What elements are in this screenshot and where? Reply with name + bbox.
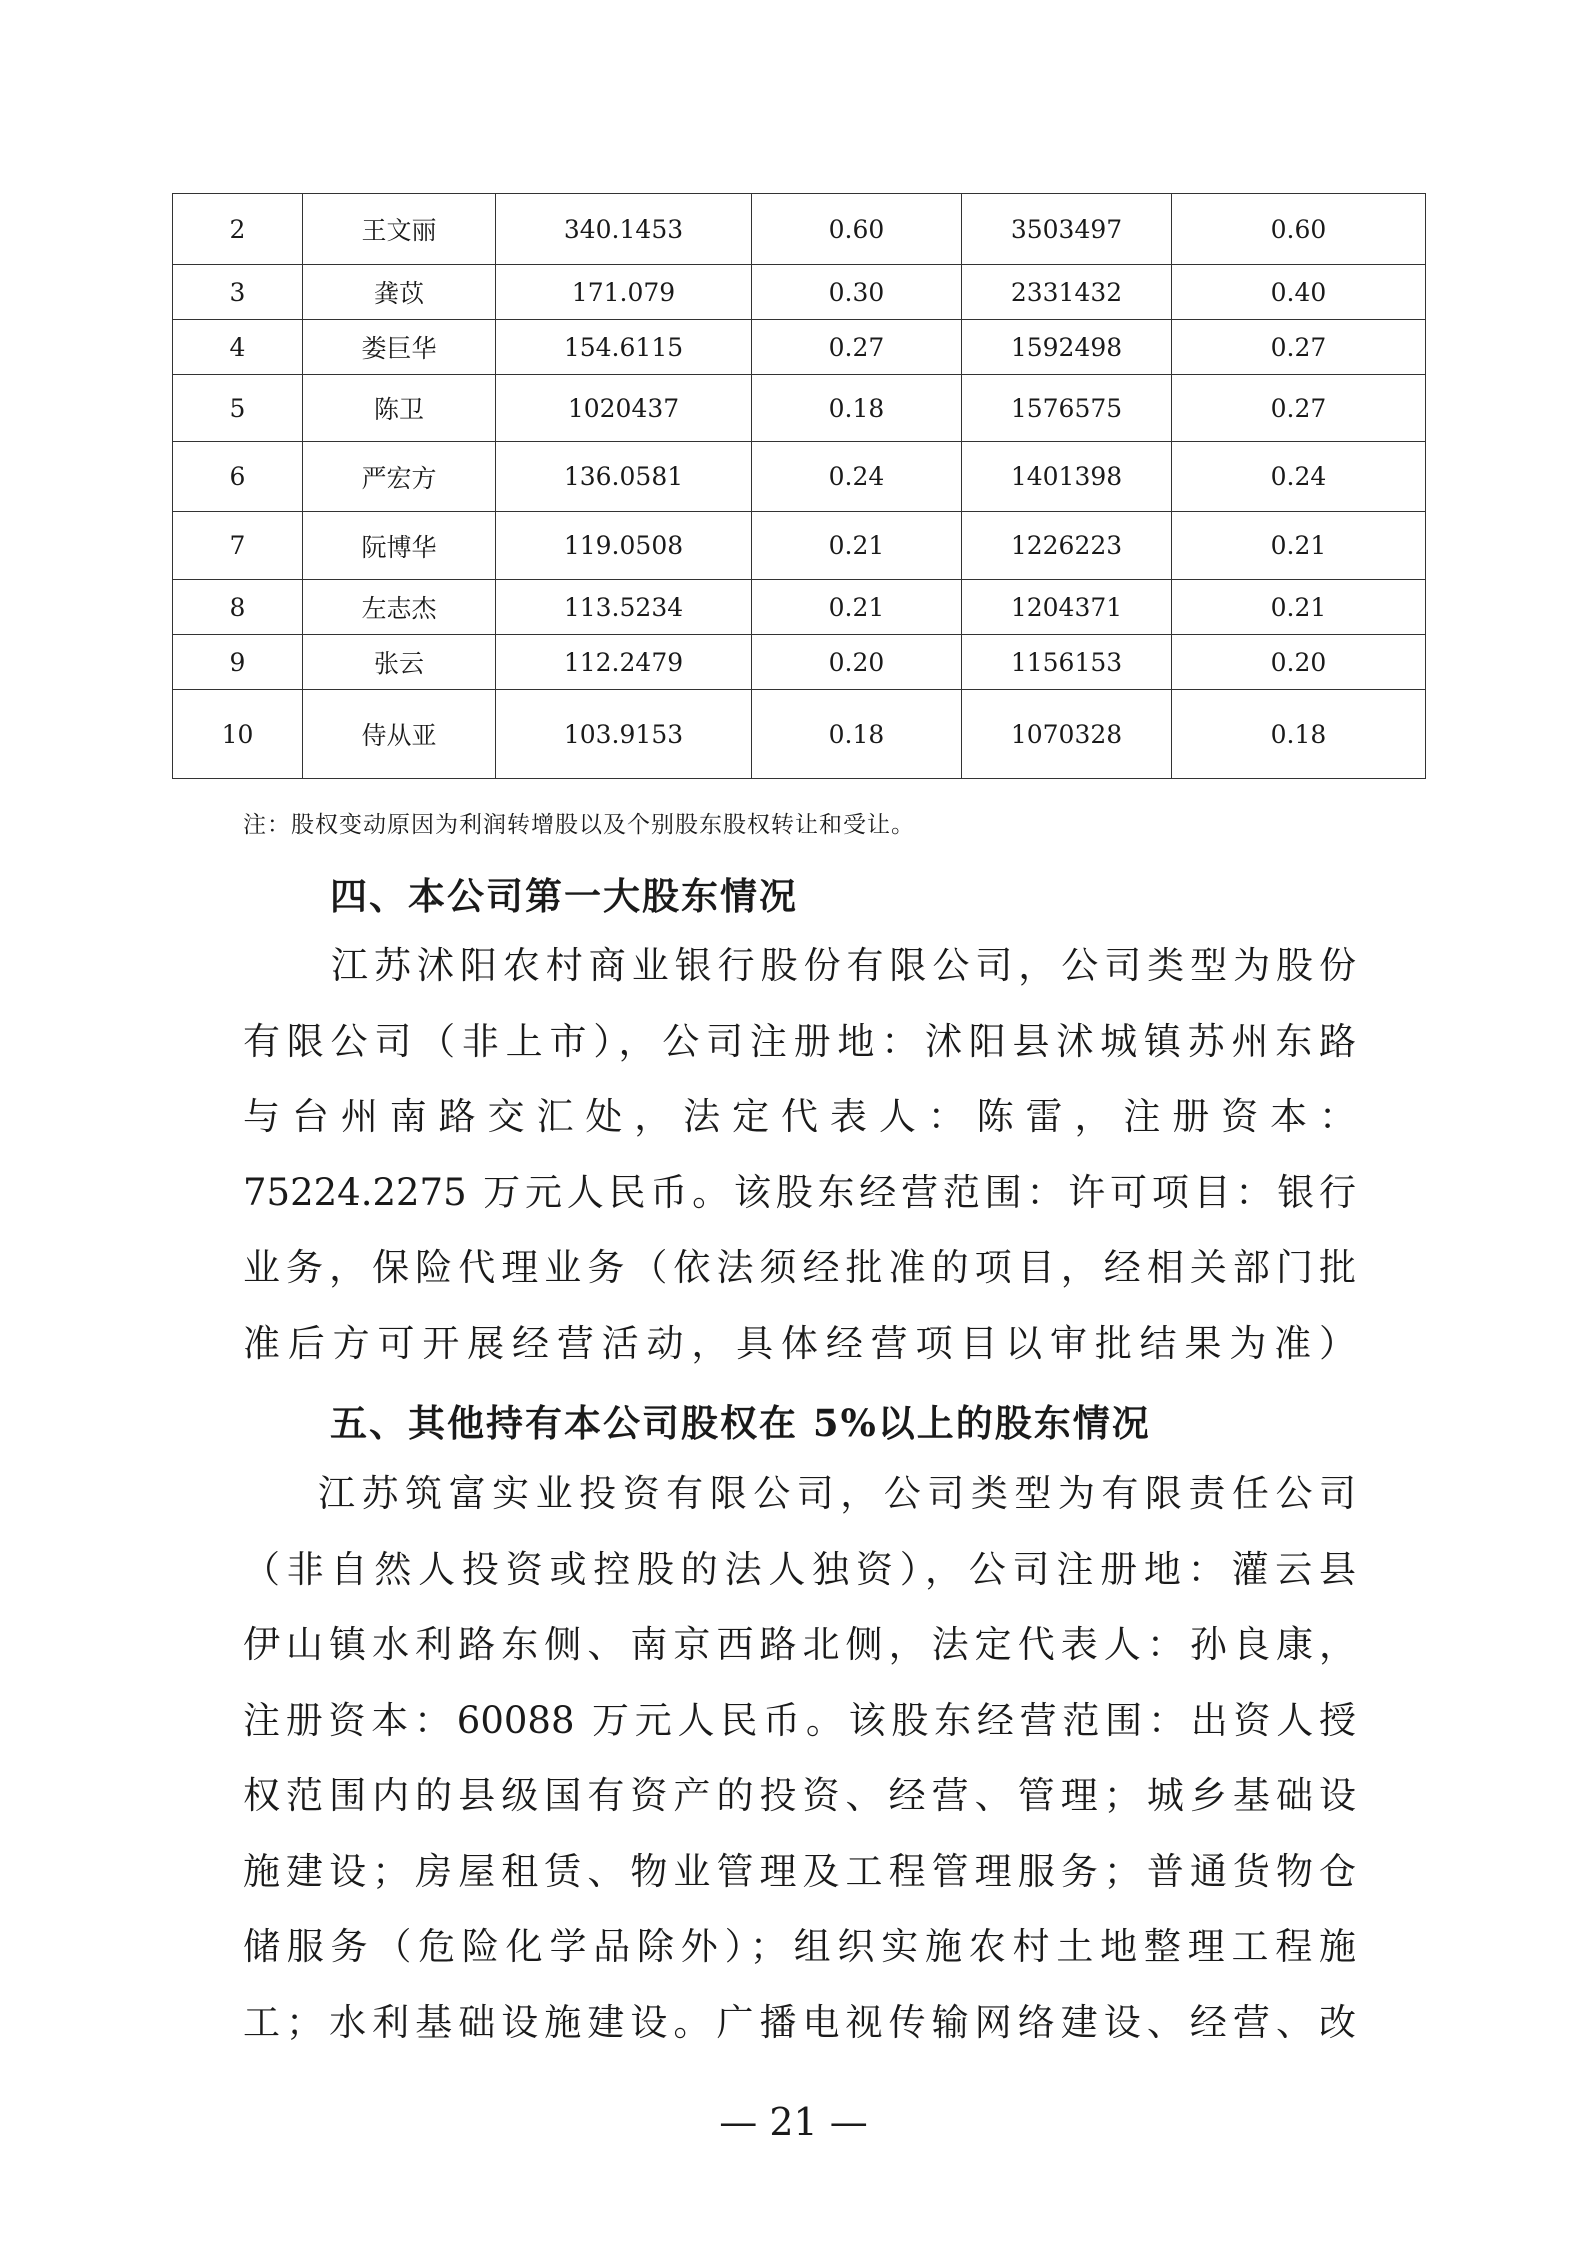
paragraph-line: 有限公司（非上市），公司注册地：沭阳县沭城镇苏州东路 bbox=[243, 1019, 1356, 1063]
ratio-before-cell: 0.18 bbox=[752, 375, 962, 442]
name-cell: 侍从亚 bbox=[303, 690, 496, 779]
paragraph-line: 75224.2275 万元人民币。该股东经营范围：许可项目：银行 bbox=[243, 1170, 1356, 1214]
shares-after-cell: 2331432 bbox=[962, 265, 1172, 320]
name-cell: 张云 bbox=[303, 635, 496, 690]
ratio-after-cell: 0.21 bbox=[1172, 512, 1426, 580]
page-number: — 21 — bbox=[719, 2100, 868, 2144]
table-row bbox=[173, 320, 1426, 375]
ratio-before-cell: 0.60 bbox=[752, 194, 962, 265]
table-row bbox=[173, 442, 1426, 512]
name-cell: 左志杰 bbox=[303, 580, 496, 635]
shares-before-cell: 1020437 bbox=[496, 375, 752, 442]
shares-before-cell: 154.6115 bbox=[496, 320, 752, 375]
section-4-heading: 四、本公司第一大股东情况 bbox=[330, 874, 798, 918]
name-cell: 陈卫 bbox=[303, 375, 496, 442]
shares-after-cell: 1156153 bbox=[962, 635, 1172, 690]
ratio-before-cell: 0.21 bbox=[752, 512, 962, 580]
rank-cell: 6 bbox=[173, 442, 303, 512]
table-row bbox=[173, 635, 1426, 690]
ratio-after-cell: 0.27 bbox=[1172, 375, 1426, 442]
paragraph-line: 业务，保险代理业务（依法须经批准的项目，经相关部门批 bbox=[243, 1246, 1356, 1289]
ratio-after-cell: 0.24 bbox=[1172, 442, 1426, 512]
rank-cell: 2 bbox=[173, 194, 303, 265]
paragraph-line: 施建设；房屋租赁、物业管理及工程管理服务；普通货物仓 bbox=[243, 1849, 1356, 1893]
shares-after-cell: 1592498 bbox=[962, 320, 1172, 375]
ratio-after-cell: 0.27 bbox=[1172, 320, 1426, 375]
shares-before-cell: 112.2479 bbox=[496, 635, 752, 690]
shareholder-table bbox=[172, 193, 1426, 779]
name-cell: 阮博华 bbox=[303, 512, 496, 580]
table-row bbox=[173, 690, 1426, 779]
paragraph-line: 伊山镇水利路东侧、南京西路北侧，法定代表人：孙良康， bbox=[243, 1623, 1356, 1666]
shares-after-cell: 3503497 bbox=[962, 194, 1172, 265]
name-cell: 严宏方 bbox=[303, 442, 496, 512]
ratio-before-cell: 0.24 bbox=[752, 442, 962, 512]
table-row bbox=[173, 375, 1426, 442]
ratio-after-cell: 0.60 bbox=[1172, 194, 1426, 265]
name-cell: 娄巨华 bbox=[303, 320, 496, 375]
shares-before-cell: 136.0581 bbox=[496, 442, 752, 512]
ratio-after-cell: 0.21 bbox=[1172, 580, 1426, 635]
paragraph-line: 准后方可开展经营活动，具体经营项目以审批结果为准） bbox=[243, 1321, 1356, 1365]
ratio-after-cell: 0.18 bbox=[1172, 690, 1426, 779]
shares-after-cell: 1226223 bbox=[962, 512, 1172, 580]
shares-before-cell: 113.5234 bbox=[496, 580, 752, 635]
section-5-heading: 五、其他持有本公司股权在 5%以上的股东情况 bbox=[330, 1401, 1151, 1445]
shares-after-cell: 1204371 bbox=[962, 580, 1172, 635]
ratio-before-cell: 0.21 bbox=[752, 580, 962, 635]
ratio-before-cell: 0.27 bbox=[752, 320, 962, 375]
rank-cell: 5 bbox=[173, 375, 303, 442]
shares-before-cell: 340.1453 bbox=[496, 194, 752, 265]
table-note: 注：股权变动原因为利润转增股以及个别股东股权转让和受让。 bbox=[243, 812, 915, 838]
shares-after-cell: 1401398 bbox=[962, 442, 1172, 512]
shares-before-cell: 171.079 bbox=[496, 265, 752, 320]
shares-after-cell: 1070328 bbox=[962, 690, 1172, 779]
name-cell: 龚苡 bbox=[303, 265, 496, 320]
paragraph-line: 江苏沭阳农村商业银行股份有限公司，公司类型为股份 bbox=[331, 944, 1356, 987]
ratio-before-cell: 0.30 bbox=[752, 265, 962, 320]
ratio-before-cell: 0.20 bbox=[752, 635, 962, 690]
rank-cell: 4 bbox=[173, 320, 303, 375]
ratio-after-cell: 0.20 bbox=[1172, 635, 1426, 690]
table-row bbox=[173, 194, 1426, 265]
paragraph-line: 与台州南路交汇处，法定代表人：陈雷，注册资本： bbox=[243, 1095, 1356, 1138]
rank-cell: 10 bbox=[173, 690, 303, 779]
shareholder-table-body bbox=[173, 194, 1426, 779]
rank-cell: 3 bbox=[173, 265, 303, 320]
paragraph-line: 工；水利基础设施建设。广播电视传输网络建设、经营、改 bbox=[243, 2000, 1356, 2044]
rank-cell: 9 bbox=[173, 635, 303, 690]
paragraph-line: 权范围内的县级国有资产的投资、经营、管理；城乡基础设 bbox=[243, 1774, 1356, 1817]
shares-before-cell: 119.0508 bbox=[496, 512, 752, 580]
rank-cell: 7 bbox=[173, 512, 303, 580]
paragraph-line: 江苏筑富实业投资有限公司，公司类型为有限责任公司 bbox=[318, 1472, 1356, 1515]
shares-before-cell: 103.9153 bbox=[496, 690, 752, 779]
section-4-paragraph bbox=[243, 928, 1356, 1381]
ratio-before-cell: 0.18 bbox=[752, 690, 962, 779]
section-5-paragraph bbox=[243, 1456, 1356, 2060]
table-row bbox=[173, 512, 1426, 580]
table-row bbox=[173, 265, 1426, 320]
ratio-after-cell: 0.40 bbox=[1172, 265, 1426, 320]
name-cell: 王文丽 bbox=[303, 194, 496, 265]
paragraph-line: 注册资本：60088 万元人民币。该股东经营范围：出资人授 bbox=[243, 1698, 1356, 1742]
paragraph-line: （非自然人投资或控股的法人独资），公司注册地：灌云县 bbox=[243, 1547, 1356, 1591]
paragraph-line: 储服务（危险化学品除外）；组织实施农村土地整理工程施 bbox=[243, 1925, 1356, 1968]
table-row bbox=[173, 580, 1426, 635]
shares-after-cell: 1576575 bbox=[962, 375, 1172, 442]
rank-cell: 8 bbox=[173, 580, 303, 635]
